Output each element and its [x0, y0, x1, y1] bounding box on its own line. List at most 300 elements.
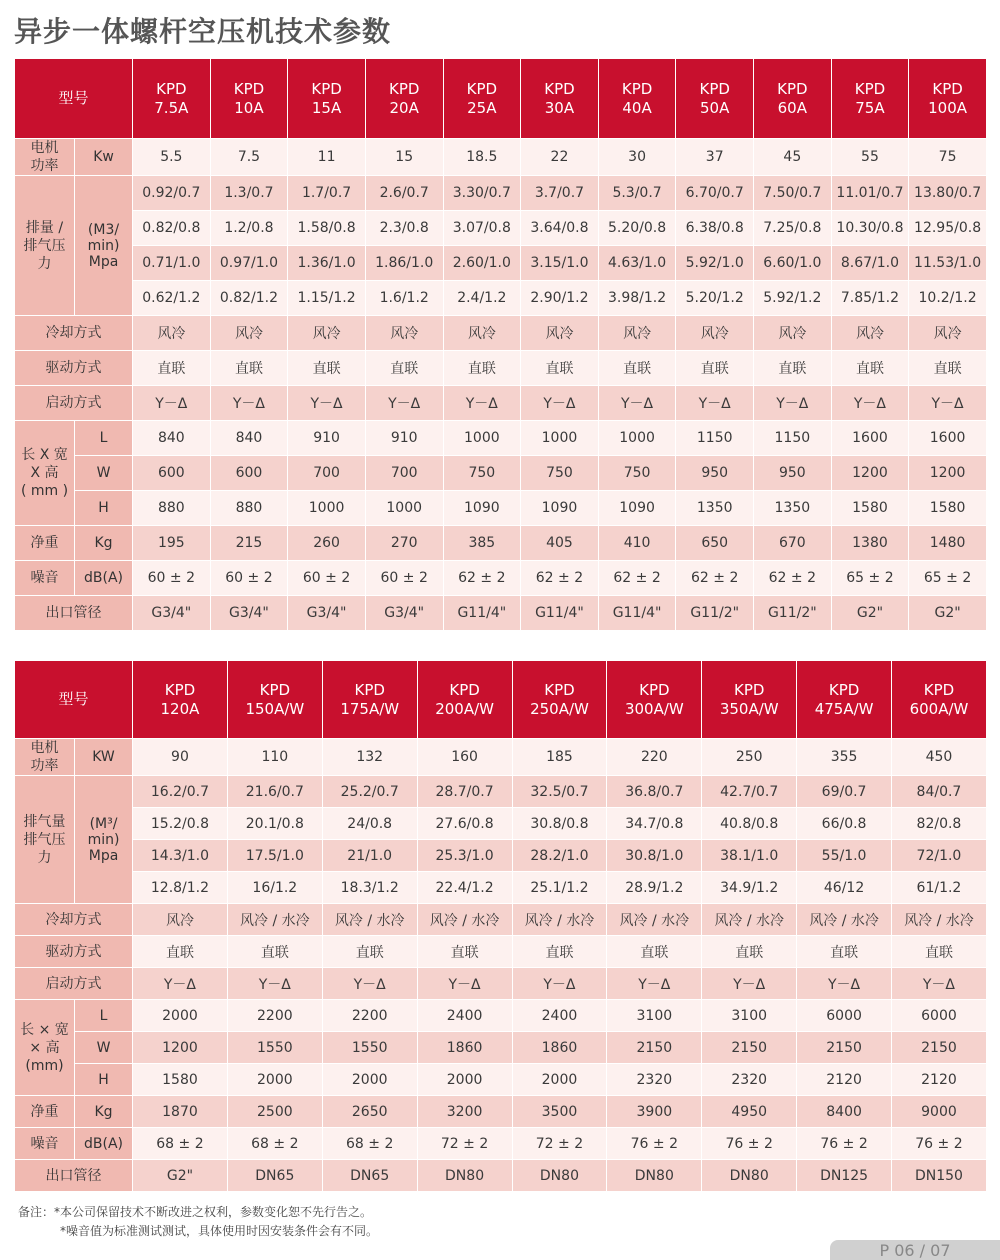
start-value: Y－Δ	[322, 968, 417, 1000]
table-row	[15, 491, 987, 526]
dimension-value: 1090	[521, 491, 599, 526]
cooling-value: 风冷	[676, 316, 754, 351]
noise-unit: dB(A)	[75, 1128, 133, 1160]
power-unit: KW	[75, 739, 133, 776]
power-label: 电机 功率	[15, 139, 75, 176]
weight-value: 410	[598, 526, 676, 561]
dimension-value: 840	[133, 421, 211, 456]
drive-value: 直联	[797, 936, 892, 968]
outlet-value: DN150	[892, 1160, 987, 1192]
flow-value: 28.2/1.0	[512, 840, 607, 872]
dimension-value: 2000	[133, 1000, 228, 1032]
flow-value: 28.7/0.7	[417, 776, 512, 808]
model-header-cell	[133, 59, 211, 139]
flow-value: 17.5/1.0	[227, 840, 322, 872]
flow-value: 3.98/1.2	[598, 281, 676, 316]
cooling-value: 风冷 / 水冷	[892, 904, 987, 936]
outlet-value: G3/4"	[133, 596, 211, 631]
cooling-value: 风冷	[133, 904, 228, 936]
weight-value: 270	[365, 526, 443, 561]
flow-value: 1.6/1.2	[365, 281, 443, 316]
outlet-value: DN80	[607, 1160, 702, 1192]
dimension-value: 2120	[797, 1064, 892, 1096]
dimension-value: 1350	[754, 491, 832, 526]
model-series: KPD	[777, 79, 808, 98]
flow-value: 1.7/0.7	[288, 176, 366, 211]
note-line-1: 备注：*本公司保留技术不断改进之权利，参数变化恕不先行告之。	[18, 1205, 373, 1219]
dimension-value: 1090	[598, 491, 676, 526]
flow-value: 3.64/0.8	[521, 211, 599, 246]
model-number: 475A/W	[814, 699, 874, 718]
dimension-value: 3100	[702, 1000, 797, 1032]
model-series: KPD	[932, 79, 963, 98]
drive-value: 直联	[754, 351, 832, 386]
table-row	[15, 316, 987, 351]
drive-label: 驱动方式	[15, 351, 133, 386]
power-value: 355	[797, 739, 892, 776]
outlet-label: 出口管径	[15, 596, 133, 631]
flow-value: 11.53/1.0	[909, 246, 987, 281]
model-number: 100A	[928, 98, 968, 117]
table-row	[15, 246, 987, 281]
flow-value: 6.38/0.8	[676, 211, 754, 246]
model-number: 120A	[160, 699, 200, 718]
dimension-value: 1000	[521, 421, 599, 456]
noise-value: 62 ± 2	[754, 561, 832, 596]
start-value: Y－Δ	[288, 386, 366, 421]
cooling-value: 风冷 / 水冷	[417, 904, 512, 936]
flow-value: 5.20/1.2	[676, 281, 754, 316]
dimension-value: 700	[365, 456, 443, 491]
model-number: 15A	[311, 98, 342, 117]
dimension-value: 1200	[909, 456, 987, 491]
cooling-value: 风冷	[288, 316, 366, 351]
power-value: 110	[227, 739, 322, 776]
power-value: 250	[702, 739, 797, 776]
cooling-value: 风冷 / 水冷	[322, 904, 417, 936]
flow-value: 69/0.7	[797, 776, 892, 808]
model-number: 50A	[700, 98, 730, 117]
start-value: Y－Δ	[512, 968, 607, 1000]
flow-value: 3.7/0.7	[521, 176, 599, 211]
flow-value: 1.15/1.2	[288, 281, 366, 316]
cooling-value: 风冷 / 水冷	[227, 904, 322, 936]
flow-value: 32.5/0.7	[512, 776, 607, 808]
dimension-value: 950	[754, 456, 832, 491]
table-row	[15, 1000, 987, 1032]
dimension-unit-H: H	[75, 491, 133, 526]
dimension-value: 750	[521, 456, 599, 491]
flow-value: 0.97/1.0	[210, 246, 288, 281]
model-number: 7.5A	[154, 98, 189, 117]
noise-value: 76 ± 2	[607, 1128, 702, 1160]
flow-value: 1.3/0.7	[210, 176, 288, 211]
power-value: 5.5	[133, 139, 211, 176]
start-value: Y－Δ	[702, 968, 797, 1000]
table-row	[15, 526, 987, 561]
start-value: Y－Δ	[443, 386, 521, 421]
weight-value: 2650	[322, 1096, 417, 1128]
noise-value: 60 ± 2	[133, 561, 211, 596]
dimension-value: 1600	[909, 421, 987, 456]
start-value: Y－Δ	[133, 386, 211, 421]
power-value: 450	[892, 739, 987, 776]
weight-value: 195	[133, 526, 211, 561]
flow-value: 10.2/1.2	[909, 281, 987, 316]
model-number: 10A	[234, 98, 264, 117]
dimension-unit-L: L	[75, 421, 133, 456]
table-row	[15, 281, 987, 316]
weight-value: 8400	[797, 1096, 892, 1128]
cooling-value: 风冷	[443, 316, 521, 351]
dimension-value: 2000	[322, 1064, 417, 1096]
flow-value: 22.4/1.2	[417, 872, 512, 904]
model-header-cell	[365, 59, 443, 139]
power-value: 185	[512, 739, 607, 776]
dimension-value: 6000	[892, 1000, 987, 1032]
flow-value: 25.1/1.2	[512, 872, 607, 904]
noise-value: 62 ± 2	[521, 561, 599, 596]
cooling-value: 风冷	[133, 316, 211, 351]
dimension-value: 910	[365, 421, 443, 456]
model-number: 60A	[777, 98, 807, 117]
note-line-2: *噪音值为标准测试测试，具体使用时因安装条件会有不同。	[60, 1224, 379, 1238]
start-value: Y－Δ	[607, 968, 702, 1000]
noise-value: 60 ± 2	[365, 561, 443, 596]
model-header-cell	[676, 59, 754, 139]
dimension-value: 1150	[676, 421, 754, 456]
flow-value: 25.2/0.7	[322, 776, 417, 808]
drive-value: 直联	[443, 351, 521, 386]
flow-value: 2.6/0.7	[365, 176, 443, 211]
start-value: Y－Δ	[227, 968, 322, 1000]
start-value: Y－Δ	[210, 386, 288, 421]
outlet-value: DN125	[797, 1160, 892, 1192]
table-row	[15, 421, 987, 456]
dimension-value: 1200	[831, 456, 909, 491]
dimension-unit-W: W	[75, 456, 133, 491]
flow-value: 0.82/0.8	[133, 211, 211, 246]
model-number: 200A/W	[435, 699, 494, 718]
flow-value: 34.7/0.8	[607, 808, 702, 840]
model-number: 300A/W	[624, 699, 684, 718]
weight-value: 670	[754, 526, 832, 561]
model-number: 600A/W	[909, 699, 969, 718]
flow-value: 20.1/0.8	[227, 808, 322, 840]
noise-value: 68 ± 2	[133, 1128, 228, 1160]
flow-value: 2.3/0.8	[365, 211, 443, 246]
flow-value: 12.8/1.2	[133, 872, 228, 904]
spec-table-2	[14, 660, 987, 1192]
table-row	[15, 1128, 987, 1160]
start-value: Y－Δ	[754, 386, 832, 421]
dimension-value: 1550	[227, 1032, 322, 1064]
start-value: Y－Δ	[133, 968, 228, 1000]
flow-value: 6.60/1.0	[754, 246, 832, 281]
weight-unit: Kg	[75, 1096, 133, 1128]
flow-value: 40.8/0.8	[702, 808, 797, 840]
flow-value: 0.92/0.7	[133, 176, 211, 211]
flow-value: 3.07/0.8	[443, 211, 521, 246]
start-value: Y－Δ	[676, 386, 754, 421]
cooling-value: 风冷	[598, 316, 676, 351]
table-row	[15, 386, 987, 421]
model-series: KPD	[259, 680, 291, 699]
dimension-value: 880	[133, 491, 211, 526]
model-series: KPD	[733, 680, 765, 699]
dimension-value: 2320	[607, 1064, 702, 1096]
model-header-cell	[512, 661, 607, 739]
model-number: 350A/W	[719, 699, 779, 718]
dimension-value: 2400	[417, 1000, 512, 1032]
model-series: KPD	[449, 680, 480, 699]
model-series: KPD	[639, 680, 670, 699]
start-value: Y－Δ	[831, 386, 909, 421]
start-label: 启动方式	[15, 386, 133, 421]
flow-value: 38.1/1.0	[702, 840, 797, 872]
weight-value: 650	[676, 526, 754, 561]
dimension-value: 750	[598, 456, 676, 491]
noise-value: 76 ± 2	[702, 1128, 797, 1160]
model-number: 40A	[622, 98, 652, 117]
start-value: Y－Δ	[521, 386, 599, 421]
table-row	[15, 561, 987, 596]
table-row	[15, 776, 987, 808]
model-number: 150A/W	[245, 699, 305, 718]
flow-value: 10.30/0.8	[831, 211, 909, 246]
model-series: KPD	[544, 79, 575, 98]
weight-value: 2500	[227, 1096, 322, 1128]
weight-value: 260	[288, 526, 366, 561]
dimension-value: 1350	[676, 491, 754, 526]
weight-value: 1380	[831, 526, 909, 561]
table-row	[15, 596, 987, 631]
dimension-value: 2150	[797, 1032, 892, 1064]
flow-value: 0.62/1.2	[133, 281, 211, 316]
power-value: 55	[831, 139, 909, 176]
flow-value: 25.3/1.0	[417, 840, 512, 872]
cooling-value: 风冷	[831, 316, 909, 351]
flow-label: 排量 / 排气压 力	[15, 176, 75, 316]
model-number: 250A/W	[530, 699, 589, 718]
outlet-value: DN80	[417, 1160, 512, 1192]
weight-value: 385	[443, 526, 521, 561]
flow-value: 82/0.8	[892, 808, 987, 840]
start-value: Y－Δ	[365, 386, 443, 421]
dimension-value: 1580	[133, 1064, 228, 1096]
flow-value: 16.2/0.7	[133, 776, 228, 808]
model-series: KPD	[311, 79, 342, 98]
model-header-cell	[133, 661, 228, 739]
flow-value: 27.6/0.8	[417, 808, 512, 840]
dimension-value: 1090	[443, 491, 521, 526]
drive-label: 驱动方式	[15, 936, 133, 968]
table-row	[15, 176, 987, 211]
model-header-cell	[598, 59, 676, 139]
table-row	[15, 661, 987, 739]
power-value: 30	[598, 139, 676, 176]
model-series: KPD	[156, 79, 187, 98]
flow-value: 36.8/0.7	[607, 776, 702, 808]
noise-value: 65 ± 2	[909, 561, 987, 596]
drive-value: 直联	[227, 936, 322, 968]
table-row	[15, 1096, 987, 1128]
dimension-value: 600	[133, 456, 211, 491]
flow-value: 42.7/0.7	[702, 776, 797, 808]
cooling-value: 风冷	[754, 316, 832, 351]
model-number: 25A	[467, 98, 497, 117]
flow-value: 1.58/0.8	[288, 211, 366, 246]
flow-value: 7.85/1.2	[831, 281, 909, 316]
model-header-cell	[909, 59, 987, 139]
drive-value: 直联	[512, 936, 607, 968]
weight-value: 4950	[702, 1096, 797, 1128]
table-row	[15, 1160, 987, 1192]
page-number: P 06 / 07	[830, 1240, 1000, 1260]
power-value: 75	[909, 139, 987, 176]
flow-value: 14.3/1.0	[133, 840, 228, 872]
outlet-value: DN65	[227, 1160, 322, 1192]
flow-value: 1.86/1.0	[365, 246, 443, 281]
table-row	[15, 904, 987, 936]
notes	[18, 1203, 378, 1241]
outlet-label: 出口管径	[15, 1160, 133, 1192]
weight-unit: Kg	[75, 526, 133, 561]
model-series: KPD	[233, 79, 265, 98]
dimension-value: 2400	[512, 1000, 607, 1032]
page-title: 异步一体螺杆空压机技术参数	[14, 15, 392, 48]
outlet-value: G11/2"	[754, 596, 832, 631]
dimension-value: 950	[676, 456, 754, 491]
dimension-value: 6000	[797, 1000, 892, 1032]
dimension-value: 750	[443, 456, 521, 491]
flow-value: 3.30/0.7	[443, 176, 521, 211]
drive-value: 直联	[676, 351, 754, 386]
power-value: 15	[365, 139, 443, 176]
cooling-label: 冷却方式	[15, 316, 133, 351]
dimension-unit-L: L	[75, 1000, 133, 1032]
noise-value: 62 ± 2	[676, 561, 754, 596]
model-series: KPD	[466, 79, 498, 98]
dimension-value: 1000	[288, 491, 366, 526]
outlet-value: DN80	[512, 1160, 607, 1192]
flow-value: 1.2/0.8	[210, 211, 288, 246]
dimension-value: 1580	[831, 491, 909, 526]
model-series: KPD	[923, 680, 955, 699]
model-header-cell	[417, 661, 512, 739]
start-value: Y－Δ	[909, 386, 987, 421]
noise-value: 60 ± 2	[210, 561, 288, 596]
flow-value: 30.8/0.8	[512, 808, 607, 840]
dimension-value: 2150	[607, 1032, 702, 1064]
cooling-value: 风冷	[521, 316, 599, 351]
table-row	[15, 456, 987, 491]
flow-value: 6.70/0.7	[676, 176, 754, 211]
flow-value: 28.9/1.2	[607, 872, 702, 904]
noise-value: 68 ± 2	[227, 1128, 322, 1160]
table-row	[15, 808, 987, 840]
flow-value: 5.92/1.0	[676, 246, 754, 281]
drive-value: 直联	[288, 351, 366, 386]
outlet-value: G11/4"	[598, 596, 676, 631]
dimension-unit-W: W	[75, 1032, 133, 1064]
flow-value: 2.90/1.2	[521, 281, 599, 316]
outlet-value: DN80	[702, 1160, 797, 1192]
power-value: 90	[133, 739, 228, 776]
dimension-value: 2200	[227, 1000, 322, 1032]
model-header-cell	[754, 59, 832, 139]
model-header-cell	[322, 661, 417, 739]
dimension-unit-H: H	[75, 1064, 133, 1096]
outlet-value: DN65	[322, 1160, 417, 1192]
dimension-value: 880	[210, 491, 288, 526]
flow-value: 0.82/1.2	[210, 281, 288, 316]
drive-value: 直联	[521, 351, 599, 386]
noise-value: 76 ± 2	[892, 1128, 987, 1160]
cooling-value: 风冷 / 水冷	[702, 904, 797, 936]
power-unit: Kw	[75, 139, 133, 176]
dimensions-label: 长 × 宽 × 高 (mm)	[15, 1000, 75, 1096]
flow-value: 18.3/1.2	[322, 872, 417, 904]
drive-value: 直联	[598, 351, 676, 386]
power-value: 160	[417, 739, 512, 776]
dimension-value: 1860	[417, 1032, 512, 1064]
model-series: KPD	[828, 680, 860, 699]
flow-value: 21/1.0	[322, 840, 417, 872]
power-value: 11	[288, 139, 366, 176]
cooling-value: 风冷 / 水冷	[607, 904, 702, 936]
model-series: KPD	[621, 79, 653, 98]
weight-label: 净重	[15, 526, 75, 561]
dimension-value: 1860	[512, 1032, 607, 1064]
model-number: 20A	[389, 98, 419, 117]
outlet-value: G3/4"	[365, 596, 443, 631]
model-header-cell	[831, 59, 909, 139]
flow-value: 61/1.2	[892, 872, 987, 904]
outlet-value: G3/4"	[210, 596, 288, 631]
dimension-value: 2150	[892, 1032, 987, 1064]
noise-unit: dB(A)	[75, 561, 133, 596]
model-series: KPD	[164, 680, 196, 699]
start-label: 启动方式	[15, 968, 133, 1000]
model-header-cell	[797, 661, 892, 739]
power-value: 7.5	[210, 139, 288, 176]
table-row	[15, 1064, 987, 1096]
model-number: 75A	[855, 98, 885, 117]
weight-value: 405	[521, 526, 599, 561]
flow-value: 11.01/0.7	[831, 176, 909, 211]
dimension-value: 1550	[322, 1032, 417, 1064]
model-series: KPD	[388, 79, 420, 98]
dimension-value: 3100	[607, 1000, 702, 1032]
spec-table-1	[14, 58, 987, 631]
flow-value: 7.50/0.7	[754, 176, 832, 211]
drive-value: 直联	[133, 936, 228, 968]
flow-unit: (M³/ min) Mpa	[75, 776, 133, 904]
weight-value: 9000	[892, 1096, 987, 1128]
outlet-value: G11/2"	[676, 596, 754, 631]
cooling-value: 风冷	[365, 316, 443, 351]
power-value: 132	[322, 739, 417, 776]
drive-value: 直联	[831, 351, 909, 386]
flow-value: 30.8/1.0	[607, 840, 702, 872]
flow-value: 7.25/0.8	[754, 211, 832, 246]
table-row	[15, 936, 987, 968]
weight-value: 3900	[607, 1096, 702, 1128]
cooling-value: 风冷 / 水冷	[797, 904, 892, 936]
dimension-value: 1150	[754, 421, 832, 456]
flow-label: 排气量 排气压 力	[15, 776, 75, 904]
